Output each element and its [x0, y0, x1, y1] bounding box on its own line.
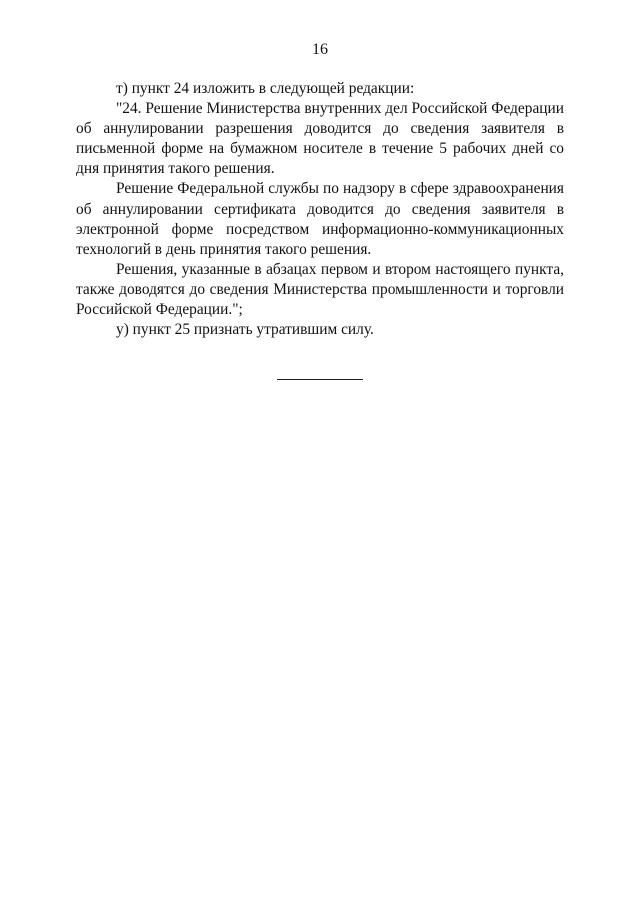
end-divider-line	[277, 379, 363, 380]
document-body	[76, 79, 564, 340]
paragraph-decisions-notification: Решения, указанные в абзацах первом и втором настоящего пункта, также доводятся до сведения Министерства промышленности и торговли Российской Федерации.";	[76, 260, 564, 319]
paragraph-point-24-mvd-decision: "24. Решение Министерства внутренних дел Российской Федерации об аннулировании разрешения доводится до сведения заявителя в письменной форме на бумажном носителе в течение 5 рабочих дней со дня принятия такого решения.	[76, 100, 564, 178]
paragraph-item-u: у) пункт 25 признать утратившим силу.	[116, 321, 374, 339]
page-number: 16	[312, 41, 328, 58]
paragraph-roszdravnadzor-decision: Решение Федеральной службы по надзору в сфере здравоохранения об аннулировании сертификата доводится до сведения заявителя в электронной форме посредством информационно-коммуникационных технологий в день принятия такого решения.	[76, 180, 564, 258]
paragraph-item-t: т) пункт 24 изложить в следующей редакции:	[116, 80, 415, 97]
